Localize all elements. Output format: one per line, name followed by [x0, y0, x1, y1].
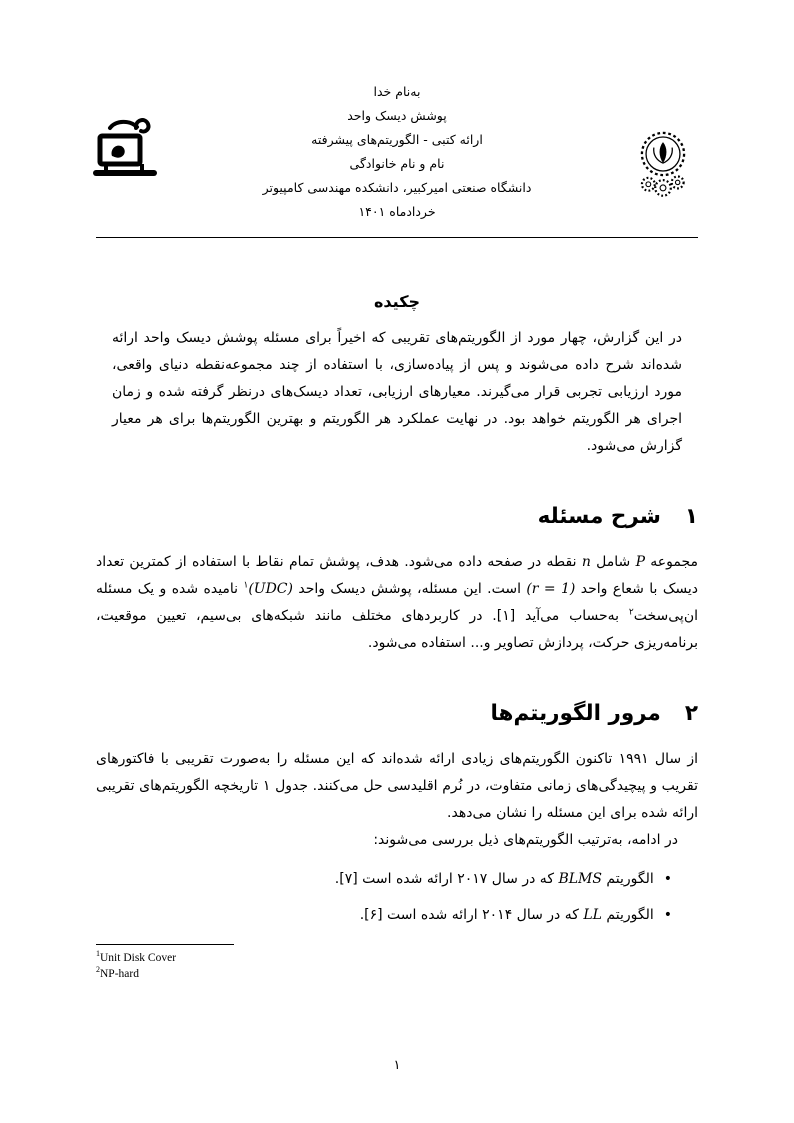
report-title: پوشش دیسک واحد: [347, 108, 447, 123]
university-line: دانشگاه صنعتی امیرکبیر، دانشکده مهندسی کامپیوتر: [262, 180, 532, 195]
algorithms-paragraph: از سال ۱۹۹۱ تاکنون الگوریتم‌های زیادی ارائه شده‌اند که این مسئله را به‌صورت تقریبی با فاکتورهای تقریب و پیچیدگی‌های زمانی متفاوت، در نُرم اقلیدسی حل می‌کنند. جدول ۱ تاریخچه الگوریتم‌های تقریبی ارائه شده برای این مسئله را نشان می‌دهد.: [96, 751, 698, 821]
footnote-divider: [96, 944, 234, 945]
author-line: نام و نام خانوادگی: [349, 156, 445, 171]
algorithm-list: [96, 866, 698, 929]
document-body: [0, 292, 794, 929]
section-title: شرح مسئله: [537, 504, 661, 529]
page-number: ۱: [393, 1058, 401, 1073]
section-number: ۲: [684, 701, 698, 726]
department-logo: [92, 116, 160, 182]
list-item: [96, 866, 672, 893]
footnote: [96, 950, 234, 966]
bullet-list-lead-in: در ادامه، به‌ترتیب الگوریتم‌های ذیل بررسی می‌شوند:: [373, 832, 678, 848]
list-item-text: الگوریتم BLMS که در سال ۲۰۱۷ ارائه شده است [۷].: [334, 871, 654, 887]
problem-paragraph: مجموعه P شامل n نقطه در صفحه داده می‌شود. هدف، پوشش تمام نقاط با استفاده از کمترین تعداد دیسک با شعاع واحد (r = 1) است. این مسئله، پوشش دیسک واحد (UDC)$^۱$ نامیده شده و یک مسئله ان‌پی‌سخت$^۲$ به‌حساب می‌آید [۱]. در کاربردهای مختلف مانند شبکه‌های بی‌سیم، تعیین موقعیت، برنامه‌ریزی حرکت، پردازش تصاویر و... استفاده می‌شود.: [96, 554, 699, 651]
course-line: ارائه کتبی - الگوریتم‌های پیشرفته: [311, 132, 483, 147]
abstract-paragraph: در این گزارش، چهار مورد از الگوریتم‌های تقریبی که اخیراً برای مسئله پوشش دیسک واحد ارائه شده‌اند شرح داده می‌شوند و پس از پیاده‌سازی، با استفاده از چند مجموعه‌نقطه دنیای واقعی، مورد ارزیابی تجربی قرار می‌گیرند. معیارهای ارزیابی، تعداد دیسک‌های درنظر گرفته شده و زمان اجرای هر الگوریتم خواهد بود. در نهایت عملکرد هر الگوریتم و بهترین الگوریتم‌ها برای هر معیار گزارش می‌شود.: [112, 330, 682, 454]
section-heading-problem: [96, 504, 698, 529]
section-number: ۱: [684, 504, 698, 529]
section-title: مرور الگوریتم‌ها: [490, 701, 661, 726]
bullet-icon: •: [663, 871, 672, 887]
university-logo: [630, 130, 696, 200]
footnote: [96, 966, 234, 982]
abstract-heading: چکیده: [373, 292, 421, 311]
university-seal-icon: [630, 130, 696, 200]
computer-monitor-icon: [92, 116, 160, 182]
footnote-text: Unit Disk Cover: [100, 952, 177, 964]
footnote-marker: 1: [96, 949, 100, 959]
bullet-icon: •: [663, 907, 672, 923]
title-header: [0, 0, 794, 224]
list-item-text: الگوریتم LL که در سال ۲۰۱۴ ارائه شده است [۶].: [359, 907, 654, 923]
footnote-marker: 2: [96, 965, 100, 975]
bismillah-line: به‌نام خدا: [373, 84, 421, 99]
section-heading-algorithms: [96, 701, 698, 726]
footnote-text: NP-hard: [100, 968, 139, 980]
header-divider: [96, 237, 698, 238]
date-line: خردادماه ۱۴۰۱: [358, 204, 436, 219]
footnotes: [96, 944, 234, 982]
list-item: [96, 902, 672, 929]
